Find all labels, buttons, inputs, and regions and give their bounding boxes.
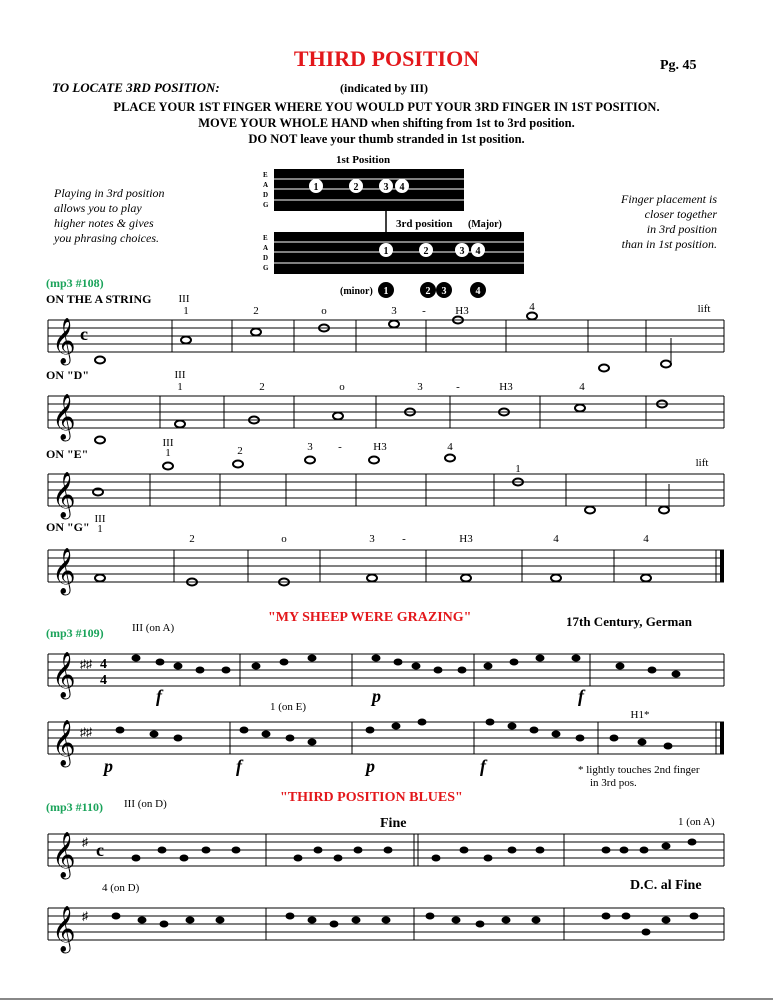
song1-title: "MY SHEEP WERE GRAZING" <box>268 610 472 625</box>
common-time-icon: c <box>96 840 104 860</box>
fingering: 3 <box>391 305 397 317</box>
fingering: 2 <box>189 533 195 545</box>
song2-position-mark: III (on D) <box>124 798 167 810</box>
dynamic-mark: f <box>236 756 242 776</box>
row-label-d: ON "D" <box>46 368 89 382</box>
song1-origin: 17th Century, German <box>566 614 693 629</box>
sharp-icon: ♯♯ <box>80 725 92 739</box>
fingering: III <box>94 513 106 525</box>
finger-circle-2: 2 <box>423 246 429 257</box>
fingering: 4 <box>447 441 453 453</box>
mp3-110: (mp3 #110) <box>46 800 103 814</box>
song2-staff-2 <box>0 890 773 950</box>
staff-a-string <box>0 290 773 370</box>
footnote-line: * lightly touches 2nd finger <box>578 764 700 776</box>
mp3-109: (mp3 #109) <box>46 626 104 640</box>
dynamic-mark: p <box>104 756 113 776</box>
string-label: D <box>263 191 269 199</box>
indicated-label: (indicated by III) <box>340 81 429 95</box>
fingering: - <box>338 441 342 453</box>
treble-clef-icon: 𝄞 <box>52 472 76 517</box>
fingering: 2 <box>237 445 243 457</box>
treble-clef-icon: 𝄞 <box>52 720 76 765</box>
fingering: 2 <box>253 305 259 317</box>
row-label-g: ON "G" <box>46 520 90 534</box>
minor-circle-2: 2 <box>425 286 431 297</box>
locate-label: TO LOCATE 3RD POSITION: <box>52 80 220 95</box>
fingering: H3 <box>373 441 387 453</box>
treble-clef-icon: 𝄞 <box>52 548 76 593</box>
page-title: THIRD POSITION <box>293 46 480 71</box>
row-label-a: ON THE A STRING <box>46 292 152 306</box>
finger-circle-4: 4 <box>399 182 405 193</box>
page-number: Pg. 45 <box>660 58 697 73</box>
fingering: 1 <box>165 447 171 459</box>
instruction-2: MOVE YOUR WHOLE HAND when shifting from 1st to 3rd position. <box>198 116 575 130</box>
fingering: III <box>174 369 186 381</box>
minor-circle-3: 3 <box>441 286 447 297</box>
fingering: 4 <box>643 533 649 545</box>
fingering: - <box>402 533 406 545</box>
string-label: G <box>263 201 269 209</box>
fingering: 4 <box>529 301 535 313</box>
fingering: - <box>422 305 426 317</box>
staff-d-string <box>0 366 773 446</box>
common-time-icon: c <box>80 324 88 344</box>
third-position-board <box>274 232 524 274</box>
finger-circle-4: 4 <box>475 246 481 257</box>
fingering: - <box>456 381 460 393</box>
dynamic-mark: p <box>366 756 375 776</box>
instruction-3: DO NOT leave your thumb stranded in 1st position. <box>248 132 525 146</box>
fingering: lift <box>695 457 709 469</box>
sharp-icon: ♯ <box>82 835 88 849</box>
fingering: 2 <box>259 381 265 393</box>
dynamic-mark: f <box>480 756 486 776</box>
fingerboard-diagram <box>250 150 530 300</box>
minor-circle-4: 4 <box>475 286 481 297</box>
fingering: 1 <box>515 463 521 475</box>
diagram-first-label: 1st Position <box>336 154 391 166</box>
minor-circle-1: 1 <box>383 286 389 297</box>
side-note-left-line: allows you to play <box>54 201 142 215</box>
row-label-e: ON "E" <box>46 447 89 461</box>
fingering: 3 <box>307 441 313 453</box>
fingering: H3 <box>499 381 513 393</box>
fingering: lift <box>697 303 711 315</box>
song1-h1: H1* <box>630 709 650 721</box>
string-label: D <box>263 254 269 262</box>
song1-position-mark: III (on A) <box>132 622 175 634</box>
string-label: E <box>263 171 268 179</box>
song2-fine: Fine <box>380 816 407 831</box>
fingering: o <box>339 381 345 393</box>
fingering: o <box>321 305 327 317</box>
treble-clef-icon: 𝄞 <box>52 906 76 951</box>
time-signature-top: 4 <box>100 657 107 672</box>
sharp-icon: ♯♯ <box>80 657 92 671</box>
song1-staff-1 <box>0 632 773 706</box>
dynamic-mark: p <box>372 686 381 706</box>
finger-circle-3: 3 <box>459 246 465 257</box>
first-position-board <box>274 169 464 211</box>
side-note-right-line: Finger placement is <box>621 192 717 206</box>
side-note-left <box>54 186 165 246</box>
side-note-right-line: in 3rd position <box>646 222 717 236</box>
dynamic-mark: f <box>578 686 584 706</box>
side-note-left-line: you phrasing choices. <box>54 231 159 245</box>
song2-on-d: 4 (on D) <box>102 882 140 894</box>
treble-clef-icon: 𝄞 <box>52 652 76 697</box>
treble-clef-icon: 𝄞 <box>52 394 76 439</box>
song2-dc: D.C. al Fine <box>630 878 702 893</box>
staff-g-string <box>0 513 773 600</box>
fingering: III <box>162 437 174 449</box>
song2-on-a: 1 (on A) <box>678 816 715 828</box>
string-label: A <box>263 181 269 189</box>
finger-circle-1: 1 <box>313 182 319 193</box>
side-note-right <box>560 192 717 252</box>
string-label: A <box>263 244 269 252</box>
mp3-108: (mp3 #108) <box>46 276 104 290</box>
string-label: E <box>263 234 268 242</box>
fingering: 3 <box>369 533 375 545</box>
song2-title: "THIRD POSITION BLUES" <box>280 790 463 805</box>
treble-clef-icon: 𝄞 <box>52 318 76 363</box>
song1-on-e: 1 (on E) <box>269 701 307 713</box>
fingering: 3 <box>417 381 423 393</box>
fingering: 4 <box>553 533 559 545</box>
fingering: 1 <box>177 381 183 393</box>
fingering: III <box>178 293 190 305</box>
treble-clef-icon: 𝄞 <box>52 832 76 877</box>
instruction-1: PLACE YOUR 1ST FINGER WHERE YOU WOULD PUT YOUR 3RD FINGER IN 1ST POSITION. <box>113 100 660 114</box>
side-note-right-line: than in 1st position. <box>621 237 717 251</box>
fingering: o <box>281 533 287 545</box>
fingering: H3 <box>459 533 473 545</box>
diagram-minor-label: (minor) <box>340 286 373 297</box>
finger-circle-3: 3 <box>383 182 389 193</box>
diagram-third-label: 3rd position <box>396 218 453 230</box>
staff-e-string <box>0 437 773 524</box>
fingering: 1 <box>183 305 189 317</box>
diagram-major-label: (Major) <box>468 219 502 230</box>
finger-circle-2: 2 <box>353 182 359 193</box>
song2-staff-1 <box>0 816 773 876</box>
dynamic-mark: f <box>156 686 162 706</box>
footnote-line: in 3rd pos. <box>590 777 637 789</box>
string-label: G <box>263 264 269 272</box>
fingering: H3 <box>455 305 469 317</box>
time-signature-bottom: 4 <box>100 673 107 688</box>
side-note-left-line: higher notes & gives <box>54 216 154 230</box>
finger-circle-1: 1 <box>383 246 389 257</box>
side-note-right-line: closer together <box>644 207 717 221</box>
fingering: 1 <box>97 523 103 535</box>
song1-footnote <box>578 764 700 790</box>
sharp-icon: ♯ <box>82 909 88 923</box>
side-note-left-line: Playing in 3rd position <box>54 186 165 200</box>
fingering: 4 <box>579 381 585 393</box>
